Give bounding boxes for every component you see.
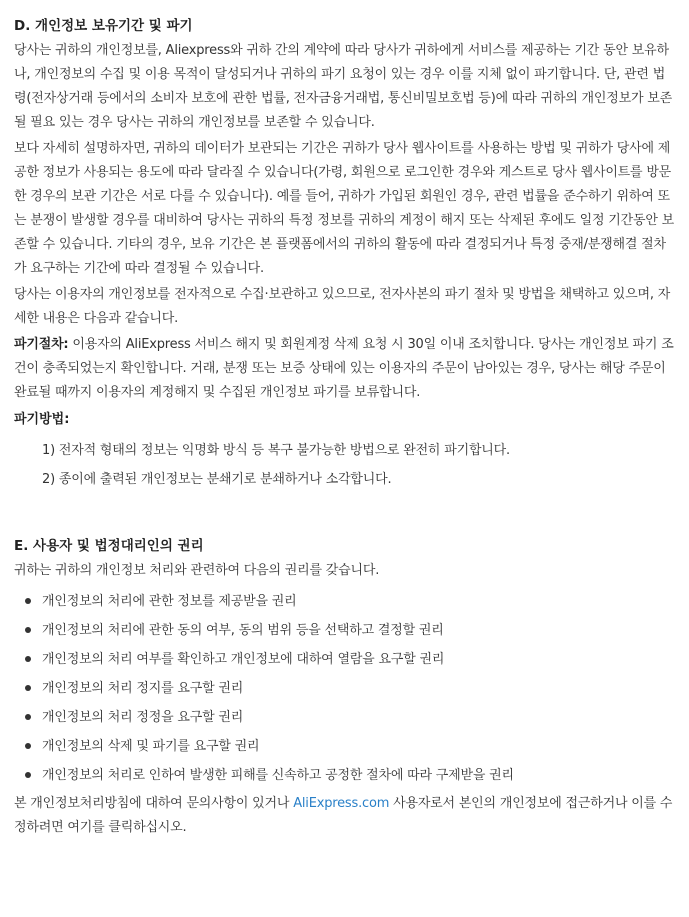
right-text: 개인정보의 처리로 인하여 발생한 피해를 신속하고 공정한 절차에 따라 구제받을 권리 xyxy=(42,768,514,783)
right-text: 개인정보의 처리 정정을 요구할 권리 xyxy=(42,710,244,725)
section-d xyxy=(14,14,675,494)
bullet-icon xyxy=(25,743,31,749)
rights-list xyxy=(14,587,675,790)
list-item xyxy=(25,645,675,674)
aliexpress-link[interactable]: AliExpress.com xyxy=(293,796,390,811)
list-item: 2) 종이에 출력된 개인정보는 분쇄기로 분쇄하거나 소각합니다. xyxy=(42,472,392,487)
list-item xyxy=(25,732,675,761)
bullet-icon xyxy=(25,772,31,778)
destruction-procedure-paragraph xyxy=(14,333,675,405)
list-item xyxy=(25,703,675,732)
destruction-intro-paragraph: 당사는 이용자의 개인정보를 전자적으로 수집·보관하고 있으므로, 전자사본의 파기 절차 및 방법을 채택하고 있으며, 자세한 내용은 다음과 같습니다. xyxy=(14,287,671,326)
section-d-title: D. 개인정보 보유기간 및 파기 xyxy=(14,18,193,34)
bullet-icon xyxy=(25,656,31,662)
contact-paragraph xyxy=(14,792,675,840)
section-e-title: E. 사용자 및 법정대리인의 권리 xyxy=(14,538,204,554)
rights-intro-paragraph: 귀하는 귀하의 개인정보 처리와 관련하여 다음의 권리를 갖습니다. xyxy=(14,563,380,578)
list-item xyxy=(25,587,675,616)
retention-detail-paragraph: 보다 자세히 설명하자면, 귀하의 데이터가 보관되는 기간은 귀하가 당사 웹사이트를 사용하는 방법 및 귀하가 당사에 제공한 정보가 사용되는 용도에 따라 달라질 수 있습니다(가령, 회원으로 로그인한 경우와 게스트로 당사 웹사이트를 방문한 경우의 보관 기간은 서로 다를 수 있습니다). 예를 들어, 귀하가 가입된 회원인 경우, 관련 법률을 준수하기 위하여 또는 분쟁이 발생할 경우를 대비하여 당사는 귀하의 특정 정보를 귀하의 계정이 해지 또는 삭제된 후에도 일정 기간동안 보존할 수 있습니다. 기타의 경우, 보유 기간은 본 플랫폼에서의 귀하의 활동에 따라 결정되거나 특정 중재/분쟁해결 절차가 요구하는 기간에 따라 결정될 수 있습니다. xyxy=(14,141,675,276)
contact-text-before: 본 개인정보처리방침에 대하여 문의사항이 있거나 xyxy=(14,796,294,811)
right-text: 개인정보의 처리에 관한 정보를 제공받을 권리 xyxy=(42,594,297,609)
list-item xyxy=(25,674,675,703)
list-item: 1) 전자적 형태의 정보는 익명화 방식 등 복구 불가능한 방법으로 완전히 파기합니다. xyxy=(42,443,510,458)
right-text: 개인정보의 처리 정지를 요구할 권리 xyxy=(42,681,244,696)
bullet-icon xyxy=(25,627,31,633)
bullet-icon xyxy=(25,685,31,691)
destruction-procedure-text: 이용자의 AliExpress 서비스 해지 및 회원계정 삭제 요청 시 30일 이내 조치합니다. 당사는 개인정보 파기 조건이 충족되었는지 확인합니다. 거래, 분쟁 또는 보증 상태에 있는 이용자의 주문이 남아있는 경우, 당사는 해당 주문이 완료될 때까지 이용자의 계정해지 및 수집된 개인정보 파기를 보류합니다. xyxy=(14,337,674,400)
right-text: 개인정보의 삭제 및 파기를 요구할 권리 xyxy=(42,739,260,754)
retention-paragraph: 당사는 귀하의 개인정보를, Aliexpress와 귀하 간의 계약에 따라 당사가 귀하에게 서비스를 제공하는 기간 동안 보유하나, 개인정보의 수집 및 이용 목적이 달성되거나 귀하의 파기 요청이 있는 경우 이를 지체 없이 파기합니다. 단, 관련 법령(전자상거래 등에서의 소비자 보호에 관한 법률, 전자금융거래법, 통신비밀보호법 등)에 따라 귀하의 개인정보가 보존될 필요 있는 경우 당사는 귀하의 개인정보를 보존할 수 있습니다. xyxy=(14,43,672,130)
bullet-icon xyxy=(25,714,31,720)
destruction-procedure-label: 파기절차: xyxy=(14,337,69,352)
list-item xyxy=(25,616,675,645)
list-item xyxy=(25,761,675,790)
destruction-method-list xyxy=(14,436,675,494)
right-text: 개인정보의 처리 여부를 확인하고 개인정보에 대하여 열람을 요구할 권리 xyxy=(42,652,445,667)
destruction-method-label: 파기방법: xyxy=(14,412,70,427)
right-text: 개인정보의 처리에 관한 동의 여부, 동의 범위 등을 선택하고 결정할 권리 xyxy=(42,623,444,638)
bullet-icon xyxy=(25,598,31,604)
contact-text-after: 사용자로서 본인의 개인정보에 접근하거나 이를 수정하려면 여기를 클릭하십시오. xyxy=(14,796,673,835)
section-e xyxy=(14,534,675,840)
